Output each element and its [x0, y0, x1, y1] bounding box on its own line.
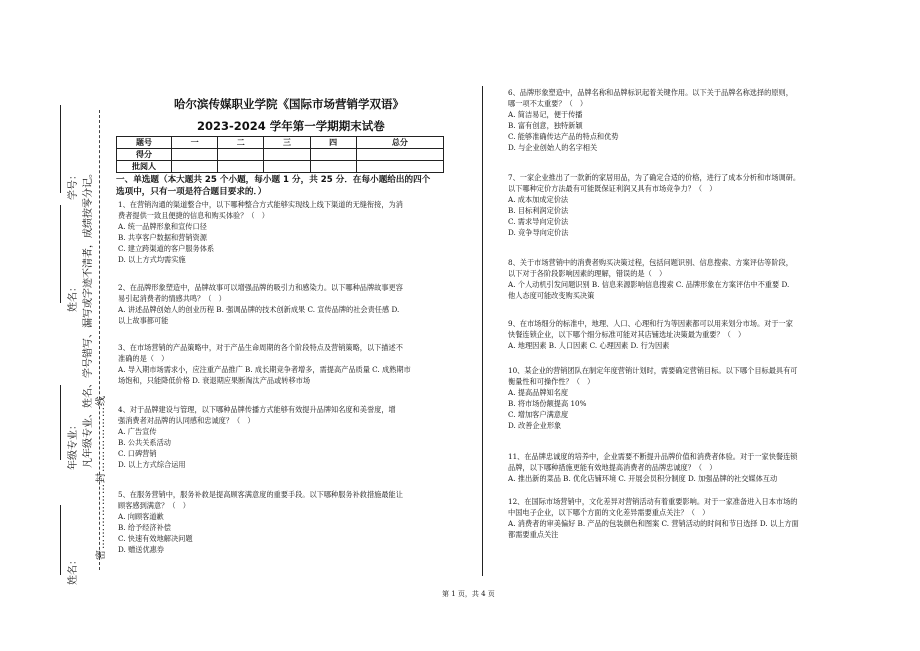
question-stem-line: 中国电子企业，以下哪个方面的文化差异需要重点关注？（ ）: [508, 508, 710, 517]
question-stem-line: 7、一家企业推出了一款新的家居用品，为了确定合适的价格，进行了成本分析和市场调研。: [508, 173, 801, 182]
answer-option[interactable]: A. 简洁易记，便于传播: [508, 110, 583, 119]
question-stem-line: 3、在市场营销的产品策略中，对于产品生命周期的各个阶段特点及营销策略，以下描述不: [118, 343, 403, 352]
question-stem-line: 费者提供一致且便捷的信息和购买体验？（ ）: [118, 211, 269, 220]
question-block: [508, 172, 800, 238]
answer-option[interactable]: 都需要重点关注: [508, 530, 559, 539]
grader-cell[interactable]: [356, 161, 443, 173]
score-row: [117, 149, 444, 161]
header-cell: 一: [172, 137, 218, 149]
major-grade-label: 年级专业：: [68, 420, 79, 470]
score-cell[interactable]: [264, 149, 310, 161]
question-stem-line: 8、关于市场营销中的消费者购买决策过程，包括问题识别、信息搜索、方案评估等阶段，: [508, 258, 793, 267]
student-id-blank: [60, 105, 61, 193]
seal-line-text: 密………………封………………线: [96, 395, 107, 560]
answer-option[interactable]: A. 消费者的审美偏好 B. 产品的包装颜色和图案 C. 营销活动的时间和节日选择 D. 以上方面: [508, 519, 799, 528]
question-stem-line: 5、在服务营销中，服务补救是提高顾客满意度的重要手段。以下哪种服务补救措施最能让: [118, 490, 403, 499]
answer-option[interactable]: A. 推出新的菜品 B. 优化店铺环境 C. 开展会员积分制度 D. 加强品牌的社交媒体互动: [508, 474, 778, 483]
question-stem-line: 哪一项不太重要？（ ）: [508, 99, 588, 108]
question-stem-line: 1、在营销沟通的渠道整合中，以下哪种整合方式能够实现线上线下渠道的无缝衔接，为消: [118, 200, 403, 209]
answer-option[interactable]: 以上故事都可能: [118, 316, 169, 325]
answer-option[interactable]: A. 个人动机引发问题识别 B. 信息来源影响信息搜索 C. 品牌形象在方案评估中不重要 D.: [508, 280, 790, 289]
answer-option[interactable]: D. 与企业创始人的名字相关: [508, 143, 598, 152]
score-table: [116, 136, 444, 173]
answer-option[interactable]: C. 增加客户满意度: [508, 410, 569, 419]
section-heading: [116, 174, 430, 198]
binding-margin: [0, 0, 112, 651]
question-stem-line: 6、品牌形象塑造中，品牌名称和品牌标识起着关键作用。以下关于品牌名称选择的原则，: [508, 88, 793, 97]
answer-option[interactable]: C. 建立跨渠道的客户服务体系: [118, 244, 215, 253]
answer-option[interactable]: C. 能够准确传达产品的特点和优势: [508, 132, 619, 141]
answer-option[interactable]: A. 讲述品牌创始人的创业历程 B. 强调品牌的技术创新成果 C. 宣传品牌的社会责任感 D.: [118, 305, 400, 314]
score-cell[interactable]: [218, 149, 264, 161]
header-cell: 三: [264, 137, 310, 149]
answer-option[interactable]: 他人态度可能改变购买决策: [508, 291, 595, 300]
answer-option[interactable]: C. 口碑营销: [118, 449, 157, 458]
score-cell[interactable]: [356, 149, 443, 161]
answer-option[interactable]: A. 广告宣传: [118, 427, 157, 436]
score-table-header: [117, 137, 444, 149]
question-stem-line: 12、在国际市场营销中，文化差异对营销活动有着重要影响。对于一家准备进入日本市场的: [508, 497, 798, 506]
question-stem-line: 快餐连锁企业，以下哪个细分标准可能对其店铺选址决策最为重要？（ ）: [508, 330, 746, 339]
answer-option[interactable]: A. 统一品牌形象和宣传口径: [118, 222, 207, 231]
term-title: 2023-2024 学年第一学期期末试卷: [197, 119, 385, 133]
section-heading-line1: 一、单选题（本大题共 25 个小题，每小题 1 分，共 25 分．在每小题给出的四个: [116, 175, 431, 185]
grader-cell[interactable]: [310, 161, 356, 173]
question-stem-line: 9、在市场细分的标准中，地理、人口、心理和行为等因素都可以用来划分市场。对于一家: [508, 319, 793, 328]
question-stem-line: 准确的是（ ）: [118, 354, 169, 363]
question-block: [118, 404, 396, 470]
score-cell[interactable]: [172, 149, 218, 161]
question-stem-line: 品牌，以下哪种措施更能有效地提高消费者的品牌忠诚度？（ ）: [508, 463, 717, 472]
answer-option[interactable]: B. 将市场份额提高 10%: [508, 399, 587, 408]
question-stem-line: 11、在品牌忠诚度的培养中，企业需要不断提升品牌价值和消费者体验。对于一家快餐连锁: [508, 452, 798, 461]
name-blank-2: [60, 205, 61, 303]
answer-option[interactable]: B. 富有创意，独特新颖: [508, 121, 583, 130]
major-grade-blank: [60, 385, 61, 460]
page-footer: 第 1 页，共 4 页: [442, 590, 495, 598]
answer-option[interactable]: D. 以上方式综合运用: [118, 460, 186, 469]
question-stem-line: 2、在品牌形象塑造中，品牌故事可以增强品牌的吸引力和感染力。以下哪种品牌故事更容: [118, 283, 403, 292]
grader-cell[interactable]: [218, 161, 264, 173]
row-label: 得分: [117, 149, 172, 161]
question-stem-line: 易引起消费者的情感共鸣？（ ）: [118, 294, 226, 303]
student-id-label: 学号：: [68, 170, 79, 200]
header-cell: 题号: [117, 137, 172, 149]
question-stem-line: 10、某企业的营销团队在制定年度营销计划时，需要确定营销目标。以下哪个目标最具有可: [508, 366, 798, 375]
answer-option[interactable]: B. 共享客户数据和营销资源: [118, 233, 207, 242]
grader-cell[interactable]: [264, 161, 310, 173]
grader-row: [117, 161, 444, 173]
question-block: [508, 451, 797, 484]
answer-option[interactable]: A. 地理因素 B. 人口因素 C. 心理因素 D. 行为因素: [508, 341, 670, 350]
answer-option[interactable]: A. 成本加成定价法: [508, 195, 569, 204]
question-block: [508, 365, 797, 431]
question-block: [118, 489, 403, 555]
question-stem-line: 以下哪种定价方法最有可能既保证利润又具有市场竞争力？（ ）: [508, 184, 717, 193]
answer-option[interactable]: B. 给予经济补偿: [118, 523, 171, 532]
answer-option[interactable]: A. 导入期市场需求小，应注重产品推广 B. 成长期竞争者增多，需提高产品质量 C. 成熟期市: [118, 365, 411, 374]
question-stem-line: 以下对于各阶段影响因素的理解，错误的是（ ）: [508, 269, 667, 278]
question-stem-line: 4、对于品牌建设与管理，以下哪种品牌传播方式能够有效提升品牌知名度和美誉度，增: [118, 405, 396, 414]
answer-option[interactable]: A. 提高品牌知名度: [508, 388, 569, 397]
answer-option[interactable]: D. 竞争导向定价法: [508, 228, 569, 237]
name-label: 姓名：: [68, 555, 79, 585]
answer-option[interactable]: D. 赠送优惠券: [118, 545, 165, 554]
header-cell: 四: [310, 137, 356, 149]
question-stem-line: 顾客感到满意？（ ）: [118, 501, 190, 510]
row-label: 批阅人: [117, 161, 172, 173]
question-block: [508, 257, 793, 301]
name-label-2: 姓名：: [68, 282, 79, 312]
grader-cell[interactable]: [172, 161, 218, 173]
score-cell[interactable]: [310, 149, 356, 161]
answer-option[interactable]: B. 公共关系活动: [118, 438, 171, 447]
section-heading-line2: 选项中，只有一项是符合题目要求的．）: [116, 187, 267, 197]
question-stem-line: 强消费者对品牌的认同感和忠诚度？（ ）: [118, 416, 255, 425]
question-block: [118, 282, 403, 326]
question-block: [118, 199, 403, 265]
question-block: [118, 342, 411, 386]
question-block: [508, 87, 793, 153]
header-cell: 总分: [356, 137, 443, 149]
answer-option[interactable]: A. 向顾客道歉: [118, 512, 164, 521]
school-title: 哈尔滨传媒职业学院《国际市场营销学双语》: [174, 97, 404, 111]
header-cell: 二: [218, 137, 264, 149]
question-stem-line: 衡量性和可操作性？（ ）: [508, 377, 595, 386]
answer-option[interactable]: B. 目标利润定价法: [508, 206, 569, 215]
question-block: [508, 496, 799, 540]
notice-text: 凡年级专业、姓名、学号错写、漏写或字迹不清者，成绩按零分记。: [83, 168, 94, 468]
column-divider: [482, 86, 483, 576]
seal-dashed-line: [99, 110, 100, 570]
question-block: [508, 318, 793, 351]
answer-option[interactable]: D. 以上方式均需实施: [118, 255, 186, 264]
answer-option[interactable]: C. 需求导向定价法: [508, 217, 569, 226]
answer-option[interactable]: D. 改善企业形象: [508, 421, 562, 430]
answer-option[interactable]: 场饱和，只能降低价格 D. 衰退期应果断淘汰产品或转移市场: [118, 376, 311, 385]
name-blank: [60, 505, 61, 575]
answer-option[interactable]: C. 快速有效地解决问题: [118, 534, 193, 543]
